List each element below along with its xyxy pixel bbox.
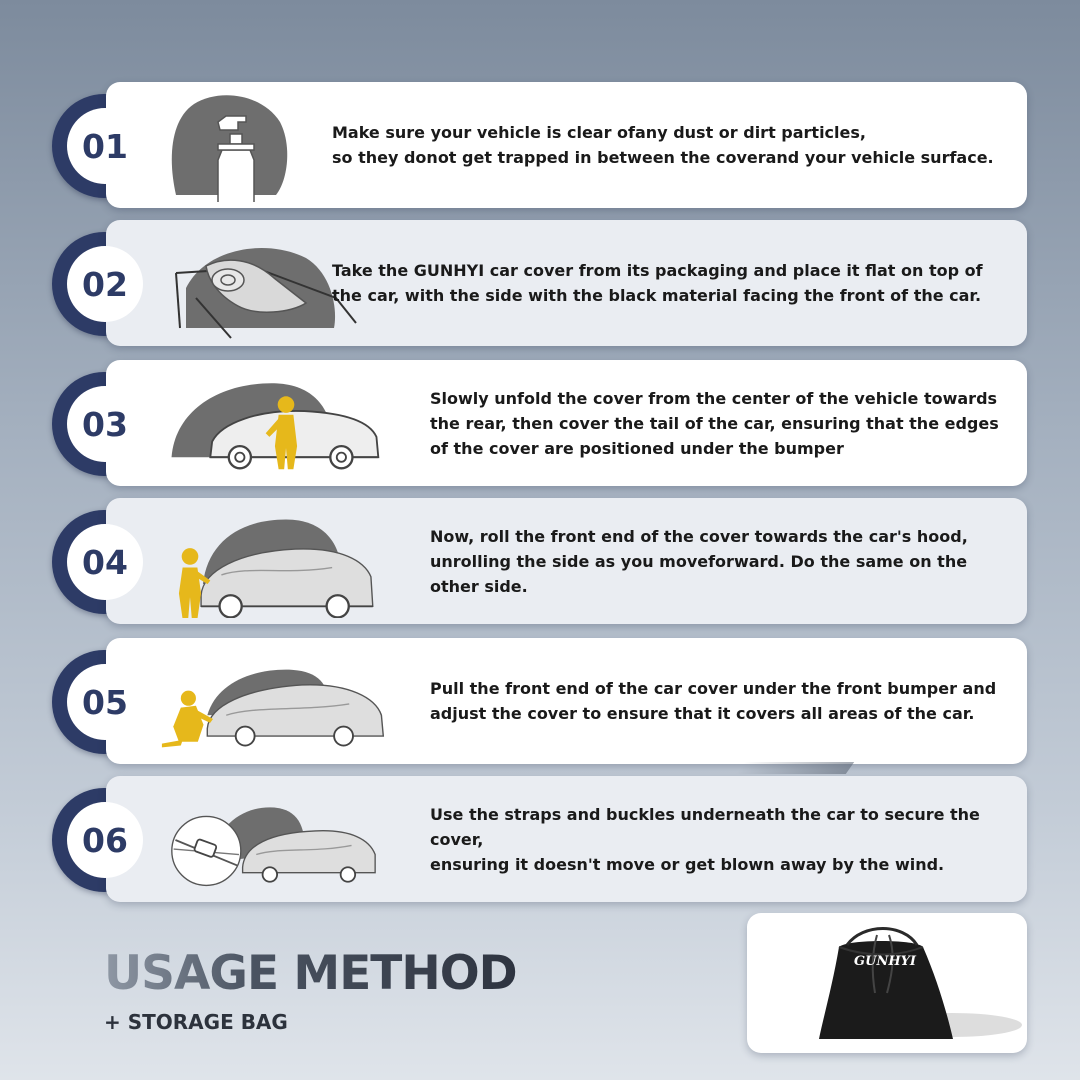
bag-brand-label: GUNHYI: [854, 954, 916, 969]
step-card: [106, 638, 1027, 764]
step-text: [430, 360, 1013, 486]
step-instruction: Use the straps and buckles underneath the car to secure the cover, ensuring it doesn't move or get blown away by the wind.: [430, 804, 980, 874]
step-02: [0, 220, 1080, 348]
step-05: [0, 638, 1080, 766]
step-number: 05: [67, 664, 143, 740]
step-card: [106, 360, 1027, 486]
step-04: [0, 498, 1080, 626]
step-01: [0, 82, 1080, 210]
step-number: 03: [67, 386, 143, 462]
step-text: [332, 82, 1013, 208]
step-instruction: Slowly unfold the cover from the center of the vehicle towards the rear, then cover the tail of the car, ensuring that the edges of the cover are positioned under the bumper: [430, 388, 999, 458]
step-card: [106, 776, 1027, 902]
step-card: [106, 498, 1027, 624]
step-card: [106, 220, 1027, 346]
step-text: [332, 220, 1013, 346]
step-number: 04: [67, 524, 143, 600]
strap-buckle-icon: [170, 784, 406, 896]
step-instruction: Now, roll the front end of the cover towards the car's hood, unrolling the side as you moveforward. Do the same on the other side.: [430, 526, 968, 596]
step-card: [106, 82, 1027, 208]
person-unfolding-cover-icon: [166, 368, 406, 480]
step-06: [0, 776, 1080, 904]
step-text: [430, 498, 1013, 624]
page-title: USAGE METHOD: [104, 946, 517, 1001]
step-number: 01: [67, 108, 143, 184]
storage-bag-card: [747, 913, 1027, 1053]
step-instruction: Pull the front end of the car cover under the front bumper and adjust the cover to ensure that it covers all areas of the car.: [430, 679, 997, 723]
person-pulling-cover-icon: [160, 646, 406, 758]
step-text: [430, 776, 1013, 902]
drawstring-bag-icon: [747, 913, 1027, 1053]
step-text: [430, 638, 1013, 764]
person-rolling-cover-icon: [166, 506, 406, 618]
step-instruction: Take the GUNHYI car cover from its packaging and place it flat on top of the car, with the side with the black material facing the front of the car.: [332, 261, 983, 305]
step-instruction: Make sure your vehicle is clear ofany dust or dirt particles, so they donot get trapped in between the coverand your vehicle surface.: [332, 123, 994, 167]
step-03: [0, 360, 1080, 488]
page-subtitle: + STORAGE BAG: [104, 1010, 288, 1034]
decorative-shadow: [736, 762, 854, 774]
step-number: 02: [67, 246, 143, 322]
step-number: 06: [67, 802, 143, 878]
